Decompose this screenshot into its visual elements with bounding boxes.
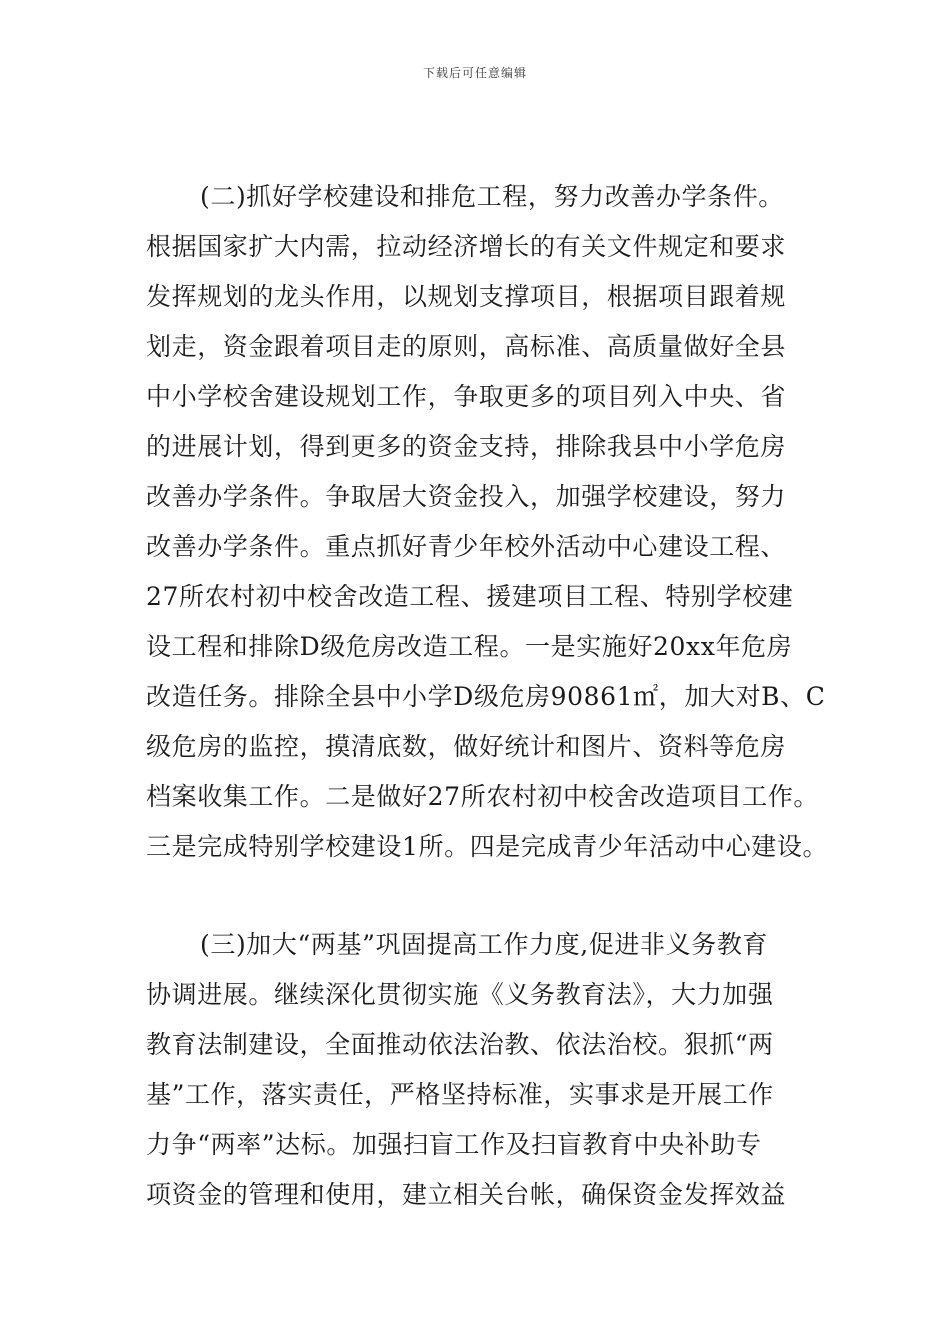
- paragraph-line: 根据国家扩大内需，拉动经济增长的有关文件规定和要求: [146, 232, 787, 261]
- paragraph-line: (二)抓好学校建设和排危工程，努力改善办学条件。: [200, 182, 784, 211]
- paragraph-line: 改造任务。排除全县中小学D级危房90861㎡，加大对B、C: [146, 682, 826, 711]
- page-header: 下载后可任意编辑: [422, 66, 527, 80]
- paragraph-line: 三是完成特别学校建设1所。四是完成青少年活动中心建设。: [146, 832, 829, 861]
- paragraph-line: 27所农村初中校舍改造工程、援建项目工程、特别学校建: [146, 582, 794, 611]
- paragraph-line: 项资金的管理和使用，建立相关台帐，确保资金发挥效益: [146, 1180, 787, 1209]
- paragraph-line: 发挥规划的龙头作用，以规划支撑项目，根据项目跟着规: [146, 282, 787, 311]
- paragraph-line: 改善办学条件。争取居大资金投入，加强学校建设，努力: [146, 482, 787, 511]
- paragraph-line: 改善办学条件。重点抓好青少年校外活动中心建设工程、: [146, 532, 787, 561]
- paragraph-line: 协调进展。继续深化贯彻实施《义务教育法》，大力加强: [146, 980, 774, 1009]
- paragraph-line: 教育法制建设，全面推动依法治教、依法治校。狠抓“两: [146, 1030, 774, 1059]
- paragraph-line: 划走，资金跟着项目走的原则，高标准、高质量做好全县: [146, 332, 787, 361]
- paragraph-line: 级危房的监控，摸清底数，做好统计和图片、资料等危房: [146, 732, 787, 761]
- paragraph-line: 设工程和排除D级危房改造工程。一是实施好20xx年危房: [146, 632, 793, 661]
- paragraph-line: 档案收集工作。二是做好27所农村初中校舍改造项目工作。: [146, 782, 820, 811]
- paragraph-line: 的进展计划，得到更多的资金支持，排除我县中小学危房: [146, 432, 787, 461]
- paragraph-line: 基”工作，落实责任，严格坚持标准，实事求是开展工作: [146, 1080, 774, 1109]
- paragraph-line: 中小学校舍建设规划工作，争取更多的项目列入中央、省: [146, 382, 787, 411]
- paragraph-line: (三)加大“两基”巩固提高工作力度,促进非义务教育: [200, 930, 769, 959]
- paragraph-line: 力争“两率”达标。加强扫盲工作及扫盲教育中央补助专: [146, 1130, 762, 1159]
